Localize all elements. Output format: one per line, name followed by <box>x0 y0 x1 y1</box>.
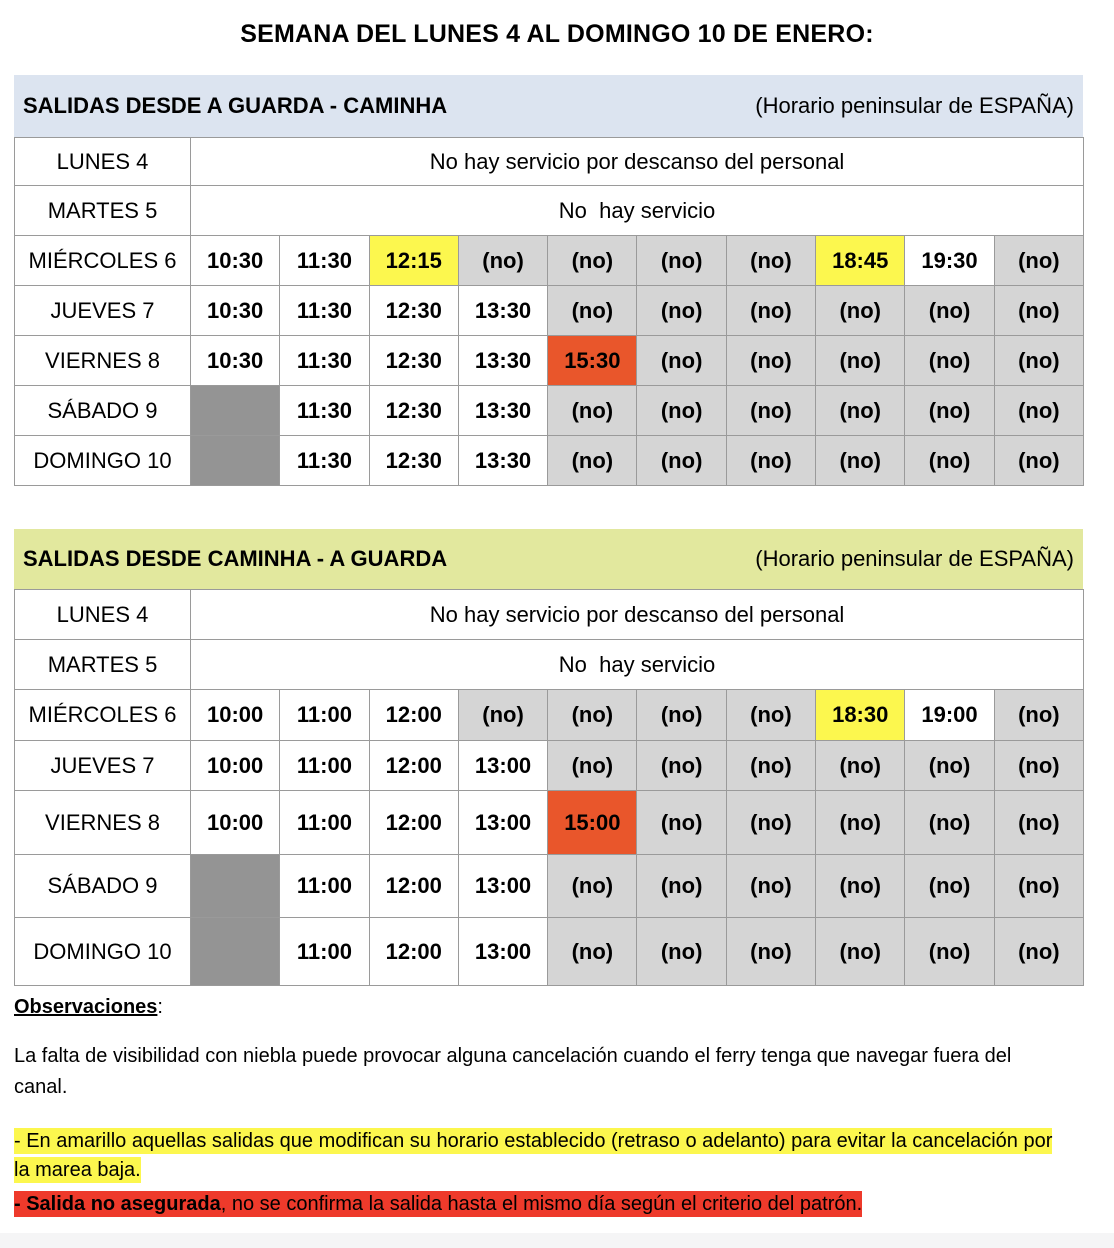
departure-time-cell: 12:30 <box>369 286 458 336</box>
departure-time-cell: 12:30 <box>369 386 458 436</box>
table-a-guarda-caminha <box>14 75 1083 486</box>
no-departure-cell: (no) <box>816 791 905 855</box>
no-departure-cell: (no) <box>905 918 994 986</box>
no-departure-cell: (no) <box>637 436 726 486</box>
departure-time-cell: 13:00 <box>458 918 547 986</box>
table-row <box>15 690 1084 741</box>
departure-time-cell: 10:00 <box>191 741 280 791</box>
red-highlight-note <box>14 1190 1064 1219</box>
departure-time-cell: 10:30 <box>191 286 280 336</box>
departure-time-cell: 11:30 <box>280 436 369 486</box>
day-cell: JUEVES 7 <box>15 286 191 336</box>
no-departure-cell: (no) <box>905 336 994 386</box>
table-row <box>15 855 1084 918</box>
no-departure-cell: (no) <box>994 918 1083 986</box>
page-content <box>0 75 1114 1219</box>
departure-time-cell: 10:00 <box>191 791 280 855</box>
departure-time-cell: 12:00 <box>369 791 458 855</box>
day-cell: VIERNES 8 <box>15 791 191 855</box>
no-departure-cell: (no) <box>994 286 1083 336</box>
day-cell: VIERNES 8 <box>15 336 191 386</box>
no-departure-cell: (no) <box>994 690 1083 741</box>
no-departure-cell: (no) <box>637 336 726 386</box>
day-cell: SÁBADO 9 <box>15 855 191 918</box>
no-departure-cell: (no) <box>905 741 994 791</box>
departure-time-cell: 13:30 <box>458 386 547 436</box>
modified-departure-time-cell: 18:30 <box>816 690 905 741</box>
departure-time-cell: 11:30 <box>280 286 369 336</box>
table-row <box>15 186 1084 236</box>
schedule-table <box>14 589 1084 986</box>
no-departure-cell: (no) <box>548 855 637 918</box>
no-departure-cell: (no) <box>905 791 994 855</box>
departure-time-cell: 12:00 <box>369 918 458 986</box>
departure-time-cell: 10:30 <box>191 236 280 286</box>
day-cell: DOMINGO 10 <box>15 918 191 986</box>
departure-time-cell: 11:30 <box>280 236 369 286</box>
fog-note: La falta de visibilidad con niebla puede provocar alguna cancelación cuando el ferry tenga que navegar fuera del canal. <box>14 1045 1012 1098</box>
table-title: SALIDAS DESDE CAMINHA - A GUARDA <box>23 546 448 571</box>
observations-heading: Observaciones: <box>14 996 163 1018</box>
day-cell: LUNES 4 <box>15 138 191 186</box>
no-departure-cell: (no) <box>548 918 637 986</box>
no-departure-cell: (no) <box>637 855 726 918</box>
day-cell: MARTES 5 <box>15 186 191 236</box>
departure-time-cell: 13:30 <box>458 336 547 386</box>
departure-time-cell: 12:00 <box>369 741 458 791</box>
page-title: SEMANA DEL LUNES 4 AL DOMINGO 10 DE ENERO: <box>240 20 874 48</box>
departure-time-cell: 11:30 <box>280 336 369 386</box>
empty-slot-cell <box>191 436 280 486</box>
page-bottom-strip <box>0 1233 1114 1248</box>
no-service-text-cell: No hay servicio <box>191 186 1084 236</box>
table-row <box>15 590 1084 640</box>
no-departure-cell: (no) <box>548 236 637 286</box>
day-cell: JUEVES 7 <box>15 741 191 791</box>
table-row <box>15 741 1084 791</box>
no-departure-cell: (no) <box>816 918 905 986</box>
no-departure-cell: (no) <box>458 690 547 741</box>
table-row <box>15 791 1084 855</box>
no-departure-cell: (no) <box>548 690 637 741</box>
no-service-text-cell: No hay servicio <box>191 640 1084 690</box>
no-departure-cell: (no) <box>637 690 726 741</box>
day-cell: DOMINGO 10 <box>15 436 191 486</box>
table-caminha-a-guarda <box>14 529 1083 986</box>
table-row <box>15 336 1084 386</box>
table-row <box>15 386 1084 436</box>
departure-time-cell: 11:00 <box>280 690 369 741</box>
no-departure-cell: (no) <box>816 741 905 791</box>
departure-time-cell: 10:30 <box>191 336 280 386</box>
no-departure-cell: (no) <box>816 336 905 386</box>
day-cell: MIÉRCOLES 6 <box>15 690 191 741</box>
table-row <box>15 286 1084 336</box>
day-cell: MARTES 5 <box>15 640 191 690</box>
unconfirmed-departure-time-cell: 15:30 <box>548 336 637 386</box>
no-service-text-cell: No hay servicio por descanso del personal <box>191 590 1084 640</box>
empty-slot-cell <box>191 386 280 436</box>
empty-slot-cell <box>191 918 280 986</box>
departure-time-cell: 12:30 <box>369 336 458 386</box>
day-cell: MIÉRCOLES 6 <box>15 236 191 286</box>
no-departure-cell: (no) <box>994 436 1083 486</box>
no-departure-cell: (no) <box>726 286 815 336</box>
departure-time-cell: 11:00 <box>280 918 369 986</box>
no-departure-cell: (no) <box>905 436 994 486</box>
no-departure-cell: (no) <box>726 855 815 918</box>
departure-time-cell: 10:00 <box>191 690 280 741</box>
no-departure-cell: (no) <box>816 436 905 486</box>
no-departure-cell: (no) <box>548 436 637 486</box>
modified-departure-time-cell: 12:15 <box>369 236 458 286</box>
no-departure-cell: (no) <box>637 741 726 791</box>
no-service-text-cell: No hay servicio por descanso del personal <box>191 138 1084 186</box>
departure-time-cell: 11:30 <box>280 386 369 436</box>
departure-time-cell: 19:00 <box>905 690 994 741</box>
no-departure-cell: (no) <box>458 236 547 286</box>
no-departure-cell: (no) <box>637 236 726 286</box>
departure-time-cell: 12:00 <box>369 690 458 741</box>
departure-time-cell: 12:00 <box>369 855 458 918</box>
yellow-highlight-note: - En amarillo aquellas salidas que modifican su horario establecido (retraso o adelanto) para evitar la cancelación por la marea baja. <box>14 1130 1053 1181</box>
no-departure-cell: (no) <box>726 386 815 436</box>
no-departure-cell: (no) <box>816 386 905 436</box>
timezone-note: (Horario peninsular de ESPAÑA) <box>755 546 1074 571</box>
table-row <box>15 236 1084 286</box>
observations-section <box>14 996 1064 1219</box>
timezone-note: (Horario peninsular de ESPAÑA) <box>755 93 1074 118</box>
departure-time-cell: 13:30 <box>458 286 547 336</box>
red-note-bold-text: - Salida no asegurada <box>14 1193 221 1215</box>
no-departure-cell: (no) <box>548 741 637 791</box>
no-departure-cell: (no) <box>816 286 905 336</box>
no-departure-cell: (no) <box>726 791 815 855</box>
departure-time-cell: 11:00 <box>280 741 369 791</box>
no-departure-cell: (no) <box>548 386 637 436</box>
table-row <box>15 640 1084 690</box>
no-departure-cell: (no) <box>726 336 815 386</box>
departure-time-cell: 13:30 <box>458 436 547 486</box>
table-row <box>15 436 1084 486</box>
no-departure-cell: (no) <box>994 791 1083 855</box>
no-departure-cell: (no) <box>994 741 1083 791</box>
table-header-a-guarda-caminha <box>14 75 1083 137</box>
departure-time-cell: 11:00 <box>280 855 369 918</box>
red-note-rest-text: , no se confirma la salida hasta el mismo día según el criterio del patrón. <box>220 1193 863 1215</box>
empty-slot-cell <box>191 855 280 918</box>
table-row <box>15 918 1084 986</box>
no-departure-cell: (no) <box>816 855 905 918</box>
table-row <box>15 138 1084 186</box>
no-departure-cell: (no) <box>994 236 1083 286</box>
departure-time-cell: 13:00 <box>458 855 547 918</box>
day-cell: LUNES 4 <box>15 590 191 640</box>
no-departure-cell: (no) <box>637 791 726 855</box>
no-departure-cell: (no) <box>994 386 1083 436</box>
no-departure-cell: (no) <box>726 918 815 986</box>
no-departure-cell: (no) <box>905 286 994 336</box>
departure-time-cell: 11:00 <box>280 791 369 855</box>
no-departure-cell: (no) <box>994 855 1083 918</box>
no-departure-cell: (no) <box>905 855 994 918</box>
no-departure-cell: (no) <box>637 386 726 436</box>
no-departure-cell: (no) <box>905 386 994 436</box>
no-departure-cell: (no) <box>726 741 815 791</box>
table-header-caminha-a-guarda <box>14 529 1083 589</box>
no-departure-cell: (no) <box>726 236 815 286</box>
table-title: SALIDAS DESDE A GUARDA - CAMINHA <box>23 93 448 118</box>
modified-departure-time-cell: 18:45 <box>816 236 905 286</box>
departure-time-cell: 13:00 <box>458 741 547 791</box>
no-departure-cell: (no) <box>637 918 726 986</box>
no-departure-cell: (no) <box>726 436 815 486</box>
unconfirmed-departure-time-cell: 15:00 <box>548 791 637 855</box>
schedule-page <box>0 20 1114 1248</box>
schedule-table <box>14 137 1084 486</box>
departure-time-cell: 19:30 <box>905 236 994 286</box>
no-departure-cell: (no) <box>726 690 815 741</box>
departure-time-cell: 12:30 <box>369 436 458 486</box>
day-cell: SÁBADO 9 <box>15 386 191 436</box>
no-departure-cell: (no) <box>994 336 1083 386</box>
no-departure-cell: (no) <box>637 286 726 336</box>
no-departure-cell: (no) <box>548 286 637 336</box>
departure-time-cell: 13:00 <box>458 791 547 855</box>
